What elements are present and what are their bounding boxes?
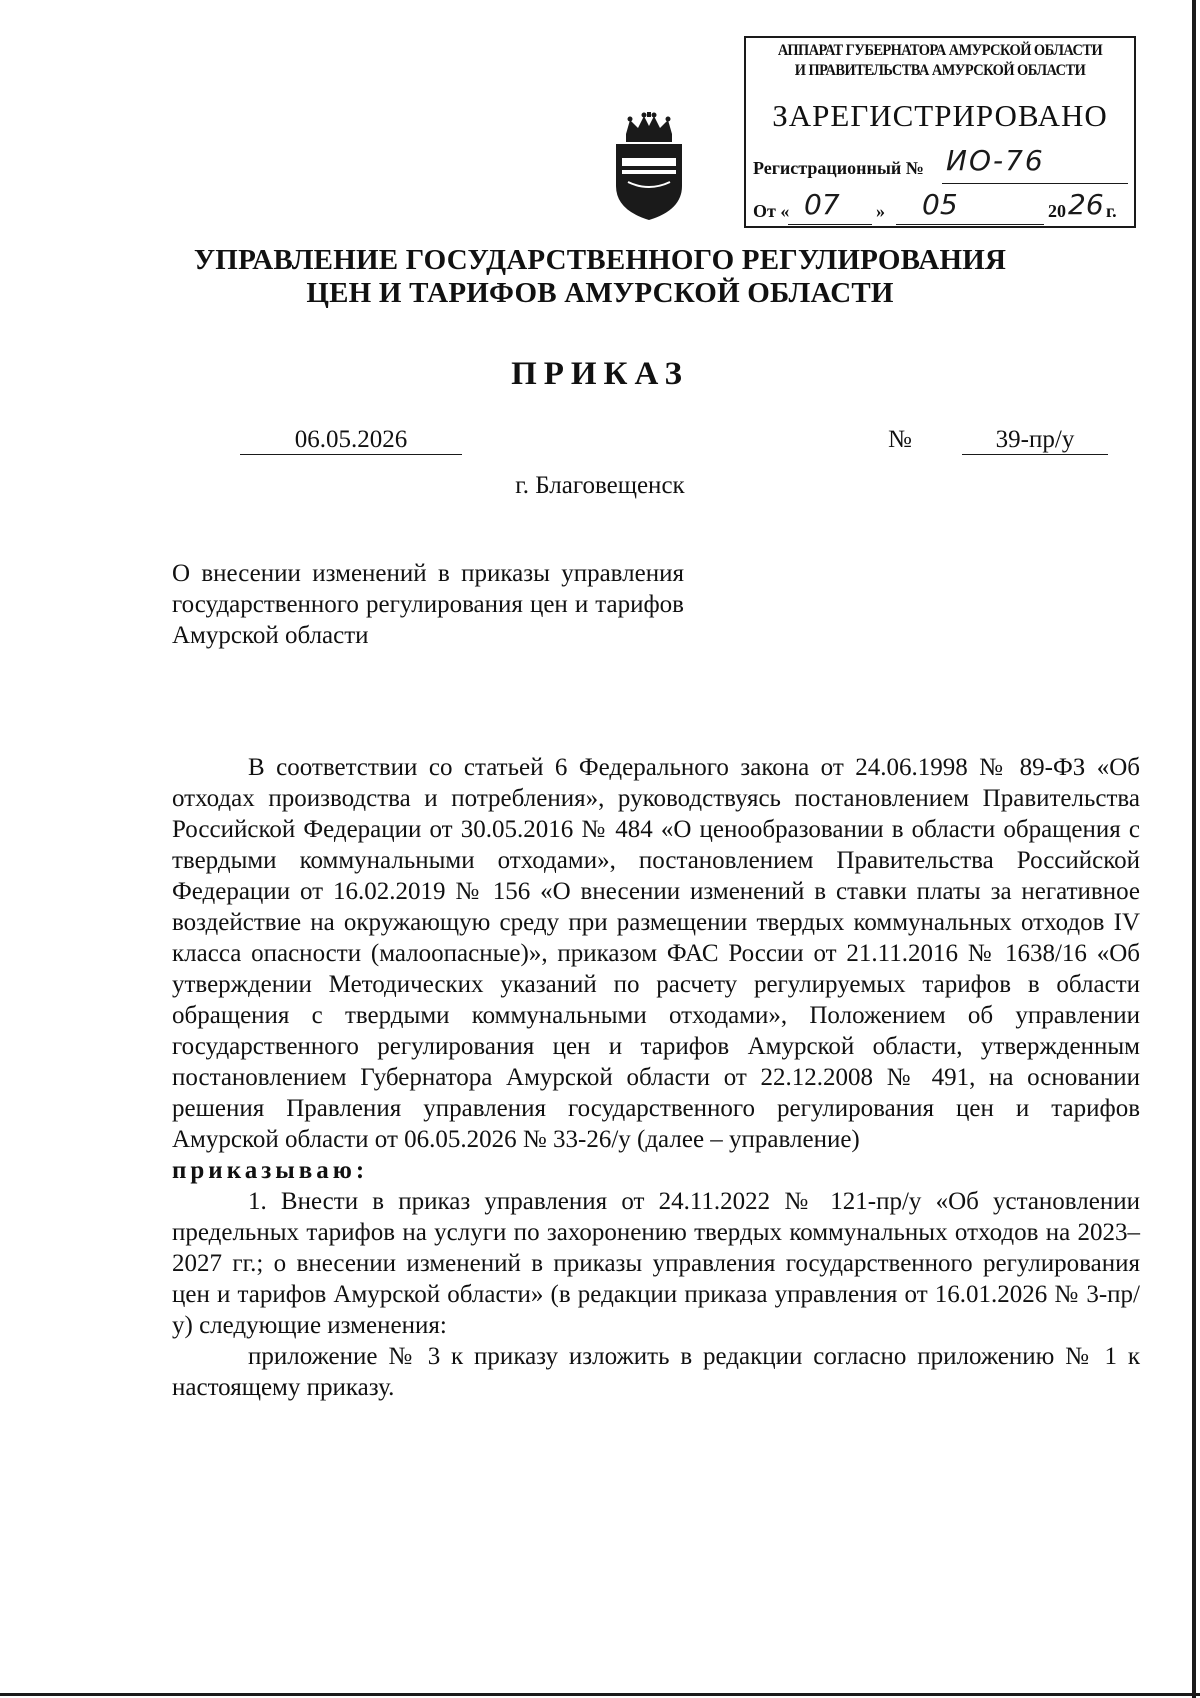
document-body [172, 752, 1140, 1403]
stamp-year-suffix: г. [1106, 201, 1117, 221]
registration-stamp [744, 36, 1136, 228]
document-number: 39-пр/у [962, 426, 1108, 455]
preamble-paragraph: В соответствии со статьей 6 Федерального закона от 24.06.1998 № 89-ФЗ «Об отходах производства и потребления», руководствуясь постановлением Правительства Российской Федерации от 30.05.2016 № 484 «О ценообразовании в области обращения с твердыми коммунальными отходами», постановлением Правительства Российской Федерации от 16.02.2019 № 156 «О внесении изменений в ставки платы за негативное воздействие на окружающую среду при размещении твердых коммунальных отходов IV класса опасности (малоопасные)», приказом ФАС России от 21.11.2016 № 1638/16 «Об утверждении Методических указаний по расчету регулируемых тарифов в области обращения с твердыми коммунальными отходами», Положением об управлении государственного регулирования цен и тарифов Амурской области, утвержденным постановлением Губернатора Амурской области от 22.12.2008 № 491, на основании решения Правления управления государственного регулирования цен и тарифов Амурской области от 06.05.2026 № 33-26/у (далее – управление) [172, 754, 1140, 1153]
organization-name-line-1: УПРАВЛЕНИЕ ГОСУДАРСТВЕННОГО РЕГУЛИРОВАНИЯ [193, 244, 1007, 276]
order-item-1-detail: приложение № 3 к приказу изложить в редакции согласно приложению № 1 к настоящему приказу. [172, 1343, 1140, 1401]
stamp-reg-number-handwritten: ИО-76 [946, 144, 1045, 177]
stamp-year-prefix: 20 [1048, 201, 1066, 221]
organization-name-line-2: ЦЕН И ТАРИФОВ АМУРСКОЙ ОБЛАСТИ [306, 277, 894, 309]
order-item-1: 1. Внести в приказ управления от 24.11.2022 № 121-пр/у «Об установлении предельных тарифов на услуги по захоронению твердых коммунальных отходов на 2023–2027 гг.; о внесении изменений в приказы управления государственного регулирования цен и тарифов Амурской области» (в редакции приказа управления от 16.01.2026 № 3-пр/у) следующие изменения: [172, 1188, 1140, 1339]
stamp-from-label: От « [753, 201, 790, 221]
document-subject: О внесении изменений в приказы управления государственного регулирования цен и тарифов Амурской области [172, 560, 684, 649]
document-number-label: № [888, 426, 912, 453]
stamp-title: ЗАРЕГИСТРИРОВАНО [772, 98, 1108, 133]
stamp-year-handwritten: 26 [1068, 188, 1104, 221]
stamp-day-underline [788, 224, 872, 225]
stamp-organization-line-2: И ПРАВИТЕЛЬСТВА АМУРСКОЙ ОБЛАСТИ [794, 62, 1086, 79]
stamp-day-handwritten: 07 [804, 188, 840, 221]
stamp-reg-label: Регистрационный № [753, 158, 924, 178]
page-border-bottom [0, 1693, 1200, 1696]
stamp-from-close-quote: » [876, 201, 885, 221]
document-city: г. Благовещенск [515, 472, 685, 499]
stamp-organization-line-1: АППАРАТ ГУБЕРНАТОРА АМУРСКОЙ ОБЛАСТИ [777, 42, 1103, 59]
coat-of-arms-emblem [608, 112, 690, 222]
document-date: 06.05.2026 [240, 426, 462, 455]
stamp-month-underline [896, 224, 1044, 225]
decree-word: приказываю: [172, 1157, 369, 1184]
document-type-title: ПРИКАЗ [511, 356, 689, 392]
stamp-reg-underline [942, 183, 1128, 184]
stamp-month-handwritten: 05 [922, 188, 958, 221]
